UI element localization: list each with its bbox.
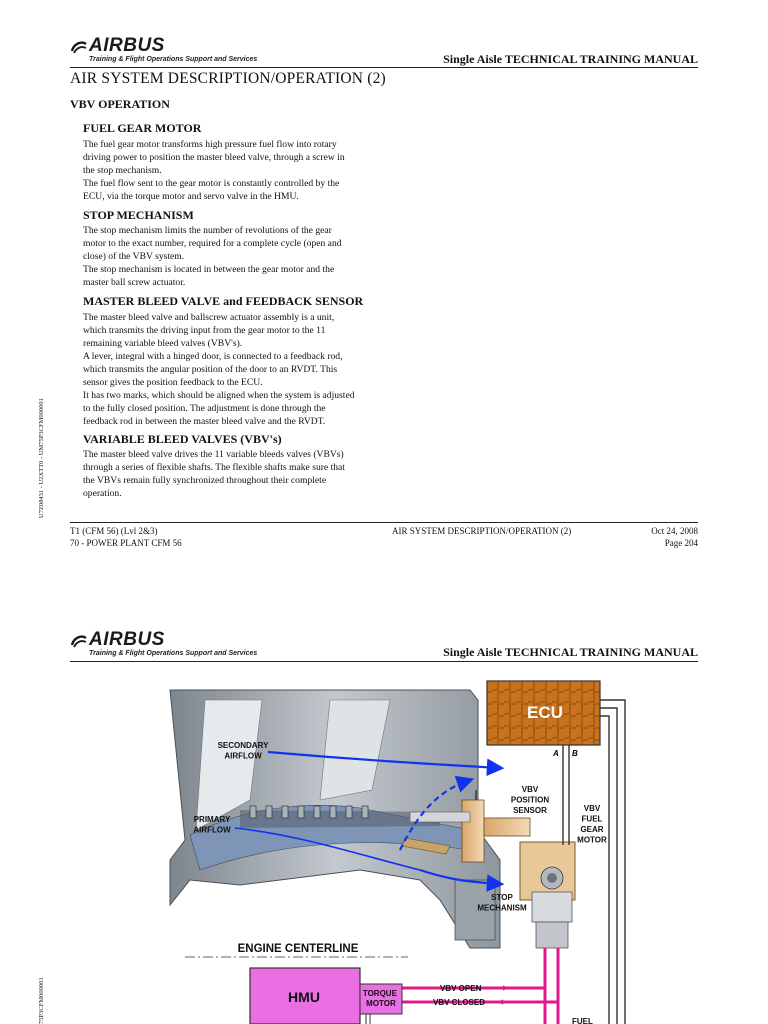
vbv-position-sensor-label-line-1: VBV	[521, 785, 539, 794]
footer-page: Page 204	[664, 538, 698, 548]
ecu-channel-a: A	[553, 749, 559, 758]
vbv-fuel-gear-motor-label	[577, 804, 607, 845]
logo-subtitle: Training & Flight Operations Support and Services	[89, 56, 258, 63]
footer-topic: AIR SYSTEM DESCRIPTION/OPERATION (2)	[392, 526, 572, 536]
footer-date: Oct 24, 2008	[651, 526, 698, 536]
vbv-fuel-gear-motor-label-line-1: VBV	[583, 804, 601, 813]
stop-mechanism-label-line-2: MECHANISM	[477, 903, 527, 913]
logo-subtitle: Training & Flight Operations Support and Services	[89, 650, 258, 657]
stop-mechanism-label-line-1: STOP	[491, 893, 513, 902]
vbv-open-label: VBV OPEN	[440, 984, 482, 993]
fuel-label: FUEL	[572, 1017, 593, 1024]
primary-airflow-label	[193, 815, 231, 835]
section-heading: VBV OPERATION	[70, 97, 170, 111]
torque-motor-box	[360, 984, 402, 1014]
torque-motor-label	[363, 989, 399, 1008]
ecu-box	[487, 681, 600, 745]
primary-airflow-label-line-1: PRIMARY	[193, 815, 231, 824]
para-variable-bleed-valves: The master bleed valve drives the 11 variable bleeds valves (VBVs) through a series of flexible shafts. The flexible shafts make sure that the VBVs remain fully synchronized throughout their complete operation.	[83, 449, 345, 499]
logo-text: AIRBUS	[89, 629, 165, 650]
para-master-bleed-valve: The master bleed valve and ballscrew actuator assembly is a unit, which transmits the driving input from the gear motor to the 11 remaining variable bleed valves (VBV's). A lever, integral with a hinged door, is connected to a feedback rod, which transmits the angular position of the door to an RVDT. This sensor gives the position feedback to the ECU. It has two marks, which should be aligned when the system is adjusted to the fully closed position. The adjustment is done through the feedback rod in between the master bleed valve and the RVDT.	[83, 312, 355, 427]
vbv-position-sensor-label	[511, 785, 549, 815]
hmu-box	[250, 968, 360, 1024]
para-stop-mechanism: The stop mechanism limits the number of revolutions of the gear motor to the exact number, required for a complete cycle (open and close) of the VBV system. The stop mechanism is located in between the gear motor and the master ball screw actuator.	[83, 225, 342, 288]
torque-motor-wires	[366, 1014, 370, 1024]
logo-text: AIRBUS	[89, 35, 165, 56]
vbv-position-sensor-label-line-2: POSITION	[510, 795, 550, 805]
vbv-closed-label: VBV CLOSED	[433, 998, 486, 1007]
footer-course: T1 (CFM 56) (Lvl 2&3)	[70, 526, 158, 536]
hmu-label: HMU	[288, 989, 320, 1005]
heading-master-bleed-valve: MASTER BLEED VALVE and FEEDBACK SENSOR	[83, 294, 364, 308]
secondary-airflow-label-line-2: AIRFLOW	[224, 751, 262, 761]
ecu-channel-b: B	[572, 749, 578, 758]
heading-fuel-gear-motor: FUEL GEAR MOTOR	[83, 121, 202, 135]
para-fuel-gear-motor: The fuel gear motor transforms high pressure fuel flow into rotary driving power to position the master bleed valve, through a screw in the stop mechanism. The fuel flow sent to the gear motor is constantly controlled by the ECU, via the torque motor and servo valve in the HMU.	[83, 139, 345, 202]
page-title: AIR SYSTEM DESCRIPTION/OPERATION (2)	[70, 70, 386, 87]
heading-stop-mechanism: STOP MECHANISM	[83, 208, 194, 222]
fuel-gear-motor	[520, 842, 575, 948]
vbv-fuel-gear-motor-label-line-3: GEAR	[580, 825, 604, 834]
ecu-label: ECU	[527, 703, 563, 722]
vbv-fuel-gear-motor-label-line-4: MOTOR	[577, 835, 607, 845]
torque-motor-line-2: MOTOR	[366, 999, 396, 1008]
primary-airflow-label-line-2: AIRFLOW	[193, 825, 231, 835]
vbv-position-sensor-label-line-3: SENSOR	[513, 806, 547, 815]
heading-variable-bleed-valves: VARIABLE BLEED VALVES (VBV's)	[83, 432, 282, 446]
secondary-airflow-label-line-1: SECONDARY	[217, 741, 269, 750]
footer-chapter: 70 - POWER PLANT CFM 56	[70, 538, 182, 548]
secondary-airflow-label	[218, 741, 269, 761]
manual-title: Single Aisle TECHNICAL TRAINING MANUAL	[443, 52, 698, 66]
side-reference-text-page2: 75P3CFM000001	[38, 977, 45, 1024]
vbv-fuel-gear-motor-label-line-2: FUEL	[581, 814, 603, 824]
engine-centerline-label: ENGINE CENTERLINE	[237, 943, 359, 955]
torque-motor-line-1: TORQUE	[362, 989, 397, 998]
manual-title-page2: Single Aisle TECHNICAL TRAINING MANUAL	[443, 645, 698, 659]
side-reference-text: U7Z08431 - U2XTT0 - UM75P3CFM000001	[38, 398, 45, 518]
